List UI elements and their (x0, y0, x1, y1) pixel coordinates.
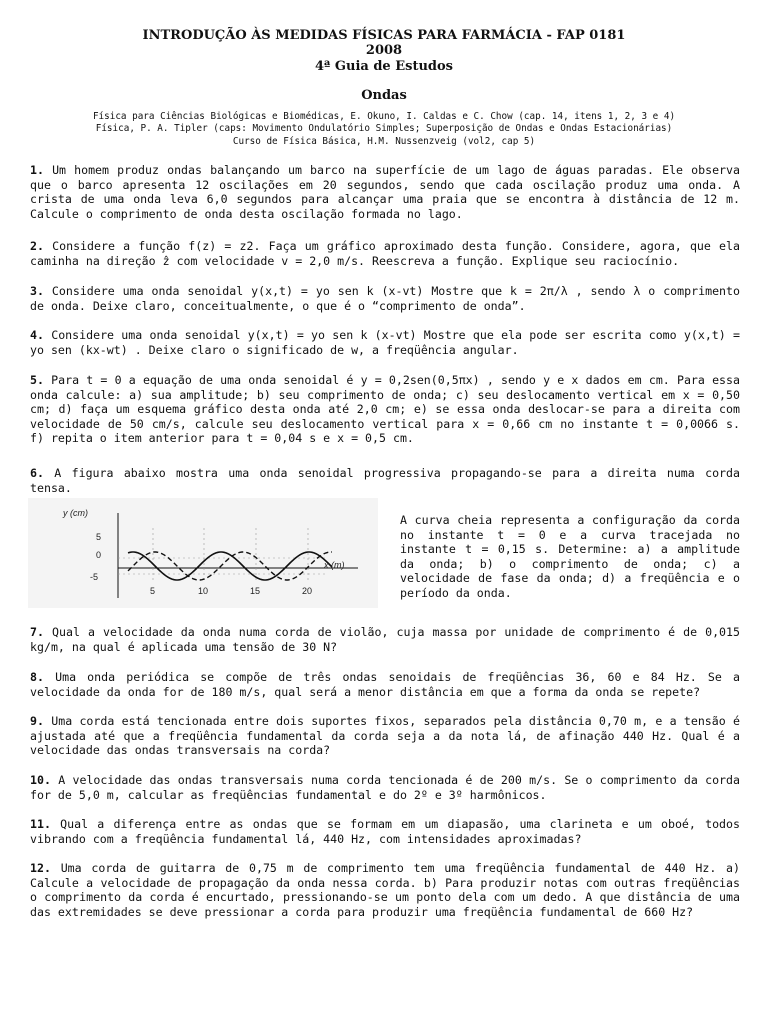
question-text: Para t = 0 a equação de uma onda senoidal é y = 0,2sen(0,5πx) , sendo y e x dados em cm. Para essa onda calcule: a) sua amplitude; b) seu comprimento de onda; c) seu deslocamento vertical em x = 0,50 cm; d) faça um esquema gráfico desta onda até 2,0 cm; e) se essa onda deslocar-se para a direita com velocidade de 50 cm/s, calcule seu deslocamento vertical para x = 0,66 cm no instante t = 0,0066 s. f) repita o item anterior para t = 0,04 s e x = 0,5 cm. (30, 373, 740, 445)
question-2 (30, 239, 740, 268)
topic-heading: Ondas (361, 88, 407, 103)
question-number: 6. (30, 466, 44, 480)
question-9 (30, 714, 740, 758)
question-number: 11. (30, 817, 51, 831)
question-text: A velocidade das ondas transversais numa corda tencionada é de 200 m/s. Se o comprimento da corda for de 5,0 m, calcular as freqüências fundamental e do 2º e 3º harmônicos. (30, 773, 740, 802)
question-number: 9. (30, 714, 44, 728)
question-number: 2. (30, 239, 44, 253)
question-number: 8. (30, 670, 44, 684)
question-5 (30, 373, 740, 446)
question-number: 10. (30, 773, 51, 787)
question-3 (30, 284, 740, 313)
x-tick-15: 15 (250, 586, 261, 596)
y-tick-5: 5 (96, 532, 102, 542)
x-tick-10: 10 (198, 586, 209, 596)
question-6 (30, 466, 740, 495)
y-tick-m5: -5 (90, 572, 99, 582)
question-4 (30, 328, 740, 357)
question-8 (30, 670, 740, 699)
question-number: 4. (30, 328, 44, 342)
question-11 (30, 817, 740, 846)
x-axis-label: x (m) (324, 560, 345, 570)
question-7 (30, 625, 740, 654)
question-number: 12. (30, 861, 51, 875)
question-number: 3. (30, 284, 44, 298)
wave-figure (28, 498, 378, 608)
question-text: Considere uma onda senoidal y(x,t) = yo sen k (x-vt) Mostre que ela pode ser escrita como y(x,t) = yo sen (kx-wt) . Deixe claro o significado de w, a freqüência angular. (30, 328, 740, 357)
question-text: Considere uma onda senoidal y(x,t) = yo sen k (x-vt) Mostre que k = 2π/λ , sendo λ o comprimento de onda. Deixe claro, conceitualmente, o que é o “comprimento de onda”. (30, 284, 740, 313)
year: 2008 (365, 43, 403, 58)
question-text: A figura abaixo mostra uma onda senoidal progressiva propagando-se para a direita numa corda tensa. (30, 466, 740, 495)
question-1 (30, 163, 740, 221)
reference-3: Curso de Física Básica, H.M. Nussenzveig (vol2, cap 5) (232, 136, 536, 147)
question-number: 5. (30, 373, 44, 387)
question-text: Considere a função f(z) = z2. Faça um gráfico aproximado desta função. Considere, agora, que ela caminha na direção ẑ com velocidade v = 2,0 m/s. Reescreva a função. Explique seu raciocínio. (30, 239, 740, 268)
y-tick-0: 0 (96, 550, 102, 560)
question-number: 1. (30, 163, 44, 177)
question-text: Um homem produz ondas balançando um barco na superfície de um lago de águas paradas. Ele observa que o barco apresenta 12 oscilações em 20 segundos, sendo que cada oscilação produz uma onda. A crista de uma onda leva 6,0 segundos para alcançar uma praia que se encontra à distância de 12 m. Calcule o comprimento de onda desta oscilação formada no lago. (30, 163, 740, 221)
question-12 (30, 861, 740, 919)
course-title: INTRODUÇÃO ÀS MEDIDAS FÍSICAS PARA FARMÁCIA - FAP 0181 (142, 28, 626, 43)
question-text: Uma onda periódica se compõe de três ondas senoidais de freqüências 36, 60 e 84 Hz. Se a velocidade da onda for de 180 m/s, qual será a menor distância em que a forma da onda se repete? (30, 670, 740, 699)
question-6-figure-caption: A curva cheia representa a configuração da corda no instante t = 0 e a curva tracejada no instante t = 0,15 s. Determine: a) a amplitude da onda; b) o comprimento de onda; c) a velocidade de fase da onda; d) a freqüência e o período da onda. (400, 513, 740, 600)
question-number: 7. (30, 625, 44, 639)
question-10 (30, 773, 740, 802)
question-text: Qual a diferença entre as ondas que se formam em um diapasão, uma clarineta e um oboé, todos vibrando com a freqüência fundamental lá, 440 Hz, com intensidades aproximadas? (30, 817, 740, 846)
x-tick-5: 5 (150, 586, 156, 596)
question-text: Uma corda está tencionada entre dois suportes fixos, separados pela distância 0,70 m, e a tensão é ajustada até que a freqüência fundamental da corda seja a da nota lá, de afinação 440 Hz. Qual é a velocidade das ondas transversais na corda? (30, 714, 740, 757)
reference-2: Física, P. A. Tipler (caps: Movimento Ondulatório Simples; Superposição de Ondas e Ondas Estacionárias) (95, 123, 673, 134)
y-axis-label: y (cm) (63, 508, 88, 518)
reference-1: Física para Ciências Biológicas e Biomédicas, E. Okuno, I. Caldas e C. Chow (cap. 14, itens 1, 2, 3 e 4) (92, 111, 676, 122)
question-text: Uma corda de guitarra de 0,75 m de comprimento tem uma freqüência fundamental de 440 Hz. a) Calcule a velocidade de propagação da onda nessa corda. b) Para produzir notas com outras freqüências o comprimento da corda é encurtado, pressionando-se um ponto dela com um dedo. A que distância de uma das extremidades se deve pressionar a corda para produzir uma freqüência fundamental de 660 Hz? (30, 861, 740, 919)
question-text: Qual a velocidade da onda numa corda de violão, cuja massa por unidade de comprimento é de 0,015 kg/m, na qual é aplicada uma tensão de 30 N? (30, 625, 740, 654)
x-tick-20: 20 (302, 586, 313, 596)
guide-number: 4ª Guia de Estudos (315, 59, 453, 74)
wave-graph (28, 498, 378, 608)
